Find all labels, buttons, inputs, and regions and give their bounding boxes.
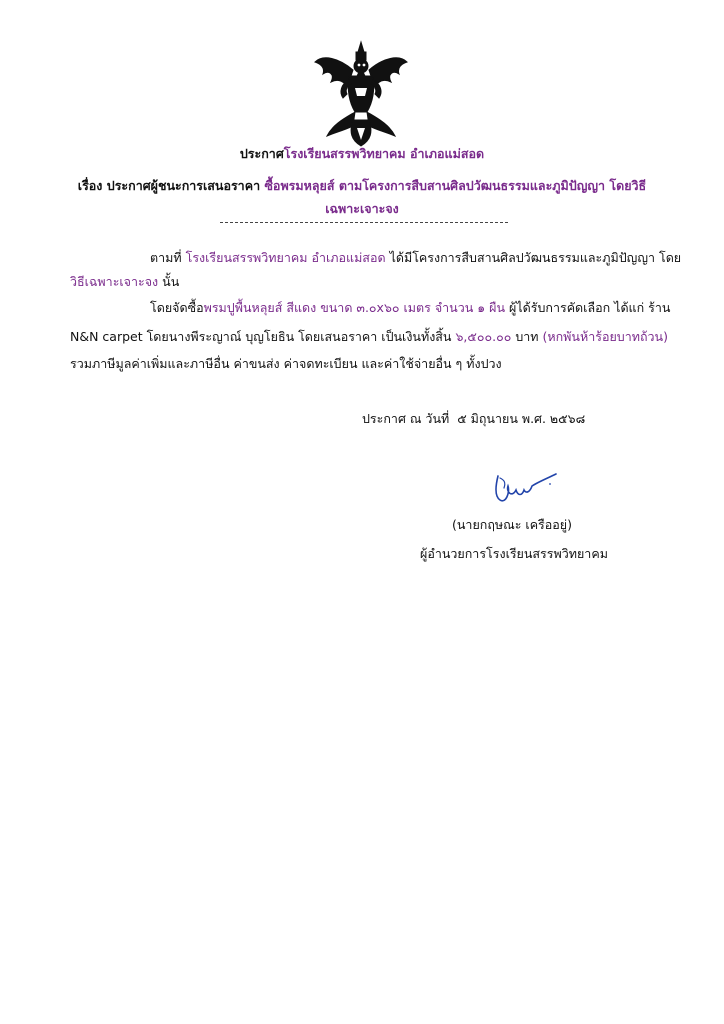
garuda-emblem-icon [309,40,413,148]
p1-middle: ได้มีโครงการสืบสานศิลปวัฒนธรรมและภูมิปัญญา โดย [389,250,682,265]
subject-main: ประกาศผู้ชนะการเสนอราคา [106,178,261,193]
title-prefix: ประกาศ [239,146,284,161]
subject-item: ซื้อพรมหลุยส์ ตามโครงการสืบสานศิลปวัฒนธรรมและภูมิปัญญา โดยวิธี [264,178,647,193]
p2-item: พรมปูพื้นหลุยส์ สีแดง ขนาด ๓.๐x๖๐ เมตร จำนวน ๑ ผืน [203,300,506,315]
date-prefix: ประกาศ ณ วันที่ [362,411,450,426]
announcement-title [0,145,724,163]
p2-amount: ๖,๕๐๐.๐๐ [455,329,512,344]
announcement-subject [0,177,724,195]
p1-start: ตามที่ [150,250,182,265]
date-value: ๕ มิถุนายน พ.ศ. ๒๕๖๘ [457,411,586,426]
p1-end: นั้น [162,274,180,289]
paragraph-2-line-3: รวมภาษีมูลค่าเพิ่มและภาษีอื่น ค่าขนส่ง ค่าจดทะเบียน และค่าใช้จ่ายอื่น ๆ ทั้งปวง [70,356,502,371]
subject-item-continued: เฉพาะเจาะจง [325,201,399,216]
p2-start: โดยจัดซื้อ [150,300,204,315]
p1-organization: โรงเรียนสรรพวิทยาคม อำเภอแม่สอด [185,250,386,265]
announcement-date [362,410,585,428]
paragraph-2-line-2 [70,328,668,346]
handwritten-signature-icon [488,470,558,510]
title-organization: โรงเรียนสรรพวิทยาคม อำเภอแม่สอด [283,146,485,161]
p1-method: วิธีเฉพาะเจาะจง [70,274,159,289]
signatory-name: (นายกฤษณะ เครืออยู่) [452,517,572,532]
p2-vendor: N&N carpet โดยนางพีระญาณ์ บุญโยธิน โดยเสนอราคา เป็นเงินทั้งสิ้น [70,329,452,344]
p2-currency: บาท [515,329,539,344]
paragraph-1-line-2 [70,273,654,291]
subject-label: เรื่อง [77,178,103,193]
header-divider [220,222,508,223]
paragraph-1-line-1 [150,249,682,267]
paragraph-2-line-1 [150,299,724,317]
p2-amount-words: (หกพันห้าร้อยบาทถ้วน) [542,329,668,344]
signatory-position: ผู้อำนวยการโรงเรียนสรรพวิทยาคม [420,546,608,561]
p2-middle: ผู้ได้รับการคัดเลือก ได้แก่ ร้าน [509,300,671,315]
